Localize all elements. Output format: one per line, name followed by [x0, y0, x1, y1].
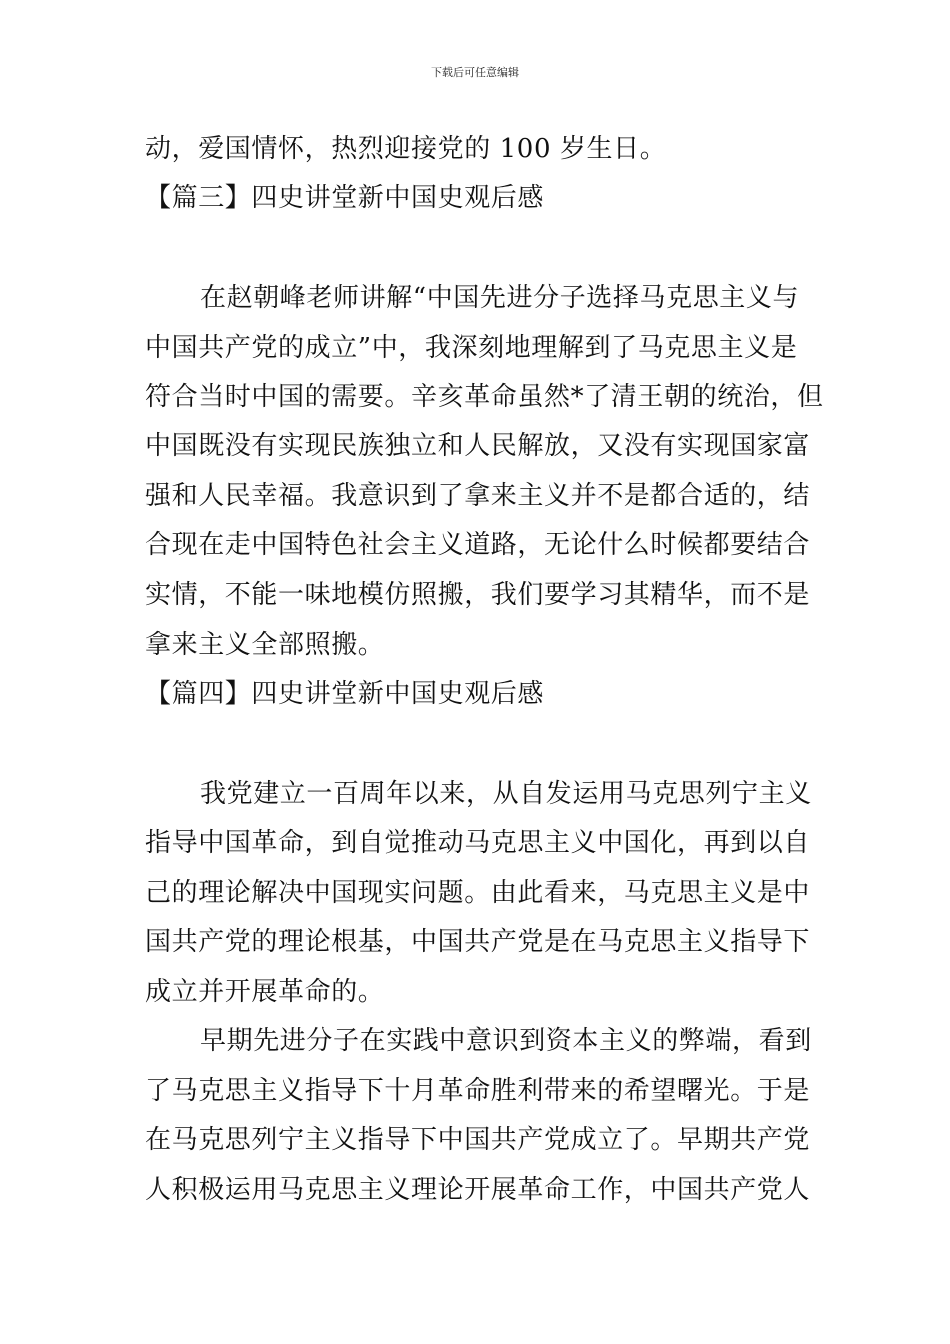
page-header-note: 下载后可任意编辑 — [431, 66, 519, 79]
text-line: 人积极运用马克思主义理论开展革命工作，中国共产党人 — [145, 1175, 811, 1205]
text-line: 成立并开展革命的。 — [145, 977, 385, 1007]
paragraph-first-line: 在赵朝峰老师讲解“中国先进分子选择马克思主义与 — [200, 283, 800, 313]
text-line: 中国共产党的成立”中，我深刻地理解到了马克思主义是 — [145, 333, 798, 363]
text-line: 符合当时中国的需要。辛亥革命虽然*了清王朝的统治，但 — [145, 382, 824, 412]
text-line: 在马克思列宁主义指导下中国共产党成立了。早期共产党 — [145, 1125, 811, 1155]
text-line: 中国既没有实现民族独立和人民解放，又没有实现国家富 — [145, 431, 811, 461]
section-heading: 【篇三】四史讲堂新中国史观后感 — [145, 183, 545, 213]
text-line: 实情，不能一味地模仿照搬，我们要学习其精华，而不是 — [145, 580, 811, 610]
text-line: 国共产党的理论根基，中国共产党是在马克思主义指导下 — [145, 927, 811, 957]
text-line: 了马克思主义指导下十月革命胜利带来的希望曙光。于是 — [145, 1076, 811, 1106]
paragraph-first-line: 我党建立一百周年以来，从自发运用马克思列宁主义 — [200, 779, 812, 809]
paragraph-first-line: 早期先进分子在实践中意识到资本主义的弊端，看到 — [200, 1026, 812, 1056]
text-line: 己的理论解决中国现实问题。由此看来，马克思主义是中 — [145, 878, 811, 908]
text-line: 指导中国革命，到自觉推动马克思主义中国化，再到以自 — [145, 828, 811, 858]
text-line: 动，爱国情怀，热烈迎接党的 100 岁生日。 — [145, 134, 667, 164]
text-line: 拿来主义全部照搬。 — [145, 630, 385, 660]
text-line: 强和人民幸福。我意识到了拿来主义并不是都合适的，结 — [145, 481, 811, 511]
section-heading: 【篇四】四史讲堂新中国史观后感 — [145, 679, 545, 709]
text-line: 合现在走中国特色社会主义道路，无论什么时候都要结合 — [145, 530, 811, 560]
